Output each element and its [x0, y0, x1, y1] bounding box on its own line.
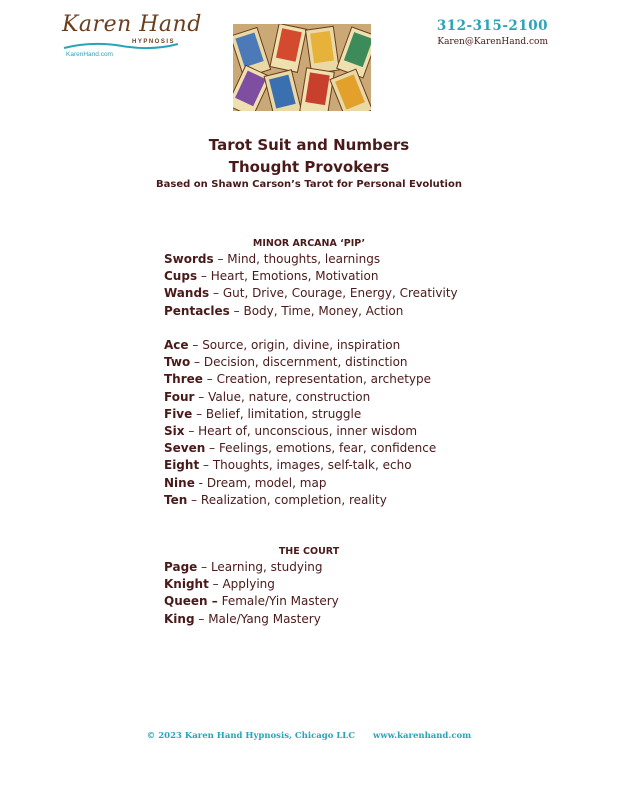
definition: Body, Time, Money, Action: [243, 303, 404, 318]
list-item: Pentacles – Body, Time, Money, Action: [164, 303, 404, 318]
definition: Realization, completion, reality: [200, 492, 387, 507]
term: Four: [164, 389, 195, 404]
list-item: Ten – Realization, completion, reality: [164, 492, 387, 507]
term: Nine: [164, 475, 195, 490]
term: Two: [164, 355, 191, 370]
definition: Gut, Drive, Courage, Energy, Creativity: [222, 286, 458, 301]
term: Page: [164, 560, 198, 574]
email-address[interactable]: Karen@KarenHand.com: [437, 37, 548, 47]
term: Ten: [164, 492, 188, 507]
definition: Mind, thoughts, learnings: [227, 252, 381, 266]
list-item: Four – Value, nature, construction: [164, 389, 371, 404]
list-item: Knight – Applying: [164, 577, 275, 592]
list-item: Seven – Feelings, emotions, fear, confidence: [164, 441, 437, 456]
definition: Value, nature, construction: [208, 389, 371, 404]
term: Queen –: [164, 594, 218, 609]
numbers-list: [164, 337, 436, 509]
footer-website-link[interactable]: www.karenhand.com: [373, 731, 472, 741]
footer-copyright: © 2023 Karen Hand Hypnosis, Chicago LLC: [146, 731, 356, 741]
phone-number[interactable]: 312-315-2100: [436, 18, 548, 34]
definition: Source, origin, divine, inspiration: [202, 338, 401, 352]
definition: Thoughts, images, self-talk, echo: [212, 458, 412, 473]
logo: [62, 12, 202, 58]
term: Ace: [164, 338, 189, 352]
definition: Dream, model, map: [206, 475, 327, 490]
logo-sub: HYPNOSIS: [132, 39, 176, 45]
list-item: Nine - Dream, model, map: [164, 475, 327, 490]
term: Three: [164, 372, 203, 387]
page-title-line2: Thought Provokers: [228, 158, 390, 176]
list-item: [164, 593, 339, 610]
minor-arcana-heading: MINOR ARCANA ‘PIP’: [252, 238, 366, 249]
list-item: Three – Creation, representation, archetype: [164, 372, 432, 387]
list-item: Page – Learning, studying: [164, 560, 323, 574]
definition: Creation, representation, archetype: [216, 372, 432, 387]
logo-site: KarenHand.com: [66, 51, 113, 58]
list-item: Eight – Thoughts, images, self-talk, echo: [164, 458, 412, 473]
definition: Heart, Emotions, Motivation: [210, 269, 379, 284]
list-item: Swords – Mind, thoughts, learnings: [164, 252, 381, 266]
list-item: Wands – Gut, Drive, Courage, Energy, Creativity: [164, 286, 458, 301]
term: Seven: [164, 441, 206, 456]
definition: Male/Yang Mastery: [208, 611, 321, 626]
contact-block: [437, 18, 548, 47]
list-item: Ace – Source, origin, divine, inspiration: [164, 338, 401, 352]
term: King: [164, 611, 195, 626]
list-item: King – Male/Yang Mastery: [164, 611, 321, 626]
list-item: Cups – Heart, Emotions, Motivation: [164, 269, 379, 284]
term: Six: [164, 423, 185, 438]
definition: Belief, limitation, struggle: [205, 406, 362, 421]
definition: Heart of, unconscious, inner wisdom: [198, 423, 418, 438]
footer: [0, 731, 618, 741]
term: Knight: [164, 577, 209, 592]
term: Five: [164, 406, 193, 421]
definition: Female/Yin Mastery: [221, 594, 339, 609]
definition: Learning, studying: [210, 560, 323, 574]
logo-script: Karen Hand: [62, 12, 202, 37]
suits-list: [164, 251, 458, 320]
list-item: Six – Heart of, unconscious, inner wisdom: [164, 423, 418, 438]
page-subtitle: Based on Shawn Carson’s Tarot for Personal Evolution: [156, 179, 462, 190]
definition: Applying: [222, 577, 275, 592]
tarot-cards-image: [233, 24, 371, 111]
definition: Decision, discernment, distinction: [203, 355, 408, 370]
page-title-line1: Tarot Suit and Numbers: [208, 136, 410, 154]
court-list: [164, 559, 339, 628]
list-item: Two – Decision, discernment, distinction: [164, 355, 408, 370]
term: Pentacles: [164, 303, 230, 318]
court-heading: THE COURT: [278, 546, 340, 557]
definition: Feelings, emotions, fear, confidence: [218, 441, 437, 456]
list-item: Five – Belief, limitation, struggle: [164, 406, 362, 421]
term: Cups: [164, 269, 198, 284]
term: Swords: [164, 252, 214, 266]
term: Eight: [164, 458, 200, 473]
term: Wands: [164, 286, 210, 301]
